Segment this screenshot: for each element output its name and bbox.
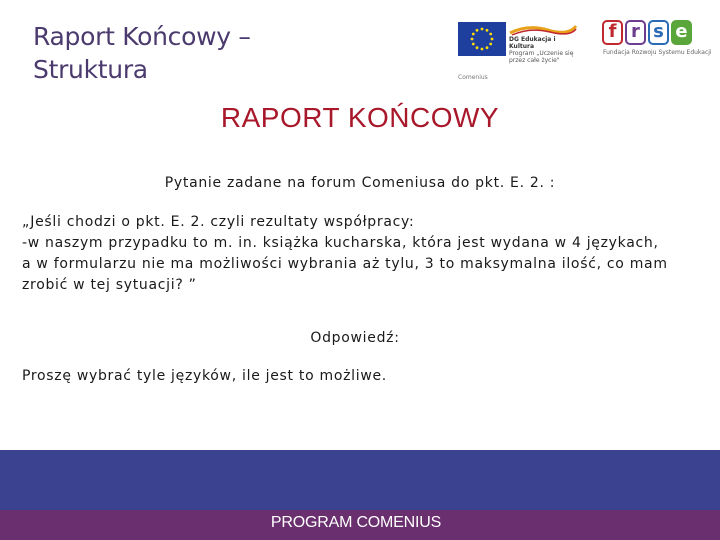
frse-logo	[602, 20, 712, 60]
eu-program-text	[458, 36, 579, 81]
slide-title-line1: Raport Końcowy –	[33, 22, 251, 51]
slide-title	[33, 20, 251, 86]
frse-letter-f: f	[602, 20, 623, 45]
eu-dg-label: DG Edukacja i Kultura	[509, 36, 556, 50]
footer-program-label: PROGRAM COMENIUS	[270, 514, 442, 531]
question-intro: Pytanie zadane na forum Comeniusa do pkt. E. 2. :	[164, 175, 556, 191]
question-quote	[22, 212, 682, 296]
eu-program-logo	[458, 22, 576, 81]
slide-title-line2: Struktura	[33, 55, 148, 84]
footer-band-top	[0, 450, 720, 510]
frse-caption: Fundacja Rozwoju Systemu Edukacji	[603, 49, 712, 56]
question-line: a w formularzu nie ma możliwości wybrania aż tylu, 3 to maksymalna ilość, co mam	[22, 256, 668, 272]
question-line: zrobić w tej sytuacji? ”	[22, 277, 197, 293]
answer-label: Odpowiedź:	[310, 330, 400, 346]
eu-flag-icon	[458, 22, 506, 56]
ribbon-icon	[508, 24, 578, 36]
eu-comenius-label: Comenius	[458, 74, 488, 81]
question-line: -w naszym przypadku to m. in. książka kucharska, która jest wydana w 4 językach,	[22, 235, 659, 251]
report-heading: RAPORT KOŃCOWY	[220, 102, 500, 133]
answer-text: Proszę wybrać tyle języków, ile jest to możliwe.	[22, 368, 387, 384]
question-line: „Jeśli chodzi o pkt. E. 2. czyli rezultaty współpracy:	[22, 214, 415, 230]
frse-letter-e: e	[671, 20, 692, 45]
frse-letter-r: r	[625, 20, 646, 45]
eu-program-label: Program „Uczenie się przez całe życie"	[509, 50, 574, 64]
frse-letter-s: s	[648, 20, 669, 45]
